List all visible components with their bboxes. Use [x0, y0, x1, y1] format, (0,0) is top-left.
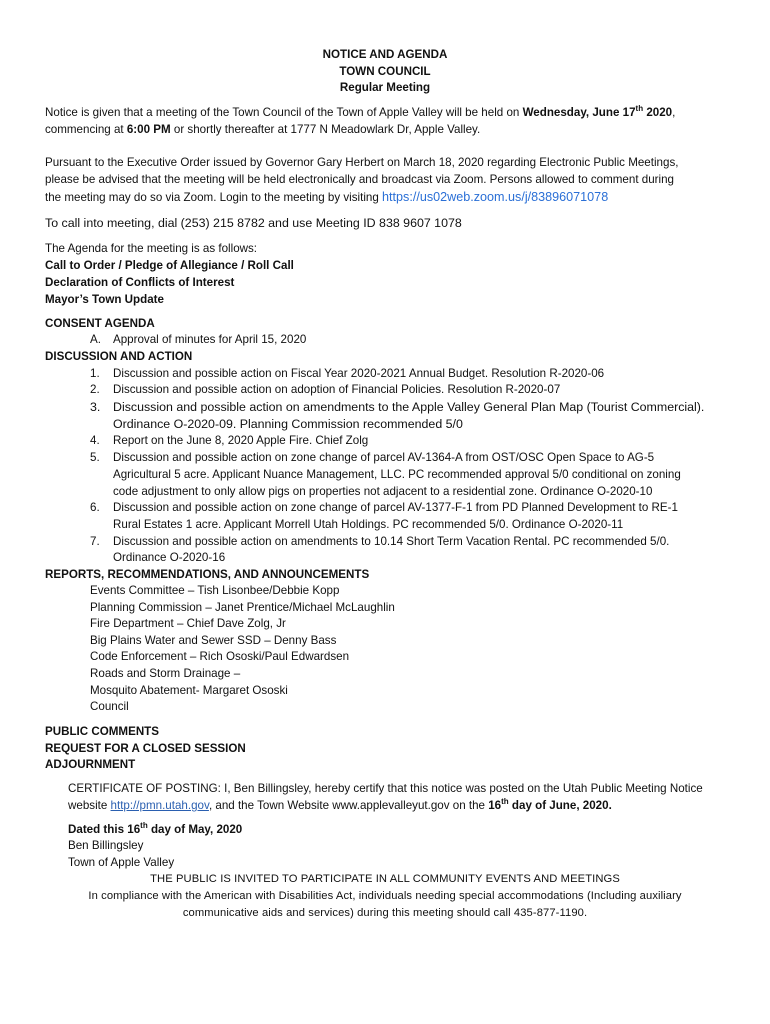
- zoom-meeting-link[interactable]: https://us02web.zoom.us/j/83896071078: [382, 190, 609, 204]
- report-item: Fire Department – Chief Dave Zolg, Jr: [90, 617, 286, 630]
- discussion-item-text: Discussion and possible action on adoption of Financial Policies. Resolution R-2020-07: [113, 383, 561, 396]
- discussion-item-number: 2.: [90, 383, 100, 396]
- meeting-date-year: 2020: [643, 106, 673, 119]
- discussion-item-text: Report on the June 8, 2020 Apple Fire. Chief Zolg: [113, 434, 369, 447]
- signer-organization: Town of Apple Valley: [68, 856, 175, 869]
- certificate-line-2: [68, 798, 612, 815]
- header-title: NOTICE AND AGENDA: [322, 48, 448, 61]
- discussion-item-text: Discussion and possible action on Fiscal Year 2020-2021 Annual Budget. Resolution R-2020-06: [113, 367, 605, 380]
- dated-day: Dated this 16: [68, 823, 141, 836]
- meeting-date-sup: th: [635, 104, 644, 114]
- consent-heading: CONSENT AGENDA: [45, 317, 155, 330]
- discussion-item-text: Discussion and possible action on amendments to 10.14 Short Term Vacation Rental. PC recommended 5/0.: [113, 535, 670, 548]
- executive-line-3: [45, 189, 608, 207]
- reports-heading: REPORTS, RECOMMENDATIONS, AND ANNOUNCEMENTS: [45, 568, 370, 581]
- discussion-item-text: Discussion and possible action on amendments to the Apple Valley General Plan Map (Tourist Commercial).: [113, 400, 705, 414]
- report-item: Roads and Storm Drainage –: [90, 667, 241, 680]
- executive-line-2: please be advised that the meeting will be held electronically and broadcast via Zoom. Persons allowed to comment during: [45, 173, 674, 186]
- opening-item: Call to Order / Pledge of Allegiance / Roll Call: [45, 259, 294, 272]
- report-item: Mosquito Abatement- Margaret Ososki: [90, 684, 288, 697]
- consent-item-marker: A.: [90, 333, 101, 346]
- report-item: Planning Commission – Janet Prentice/Michael McLaughlin: [90, 601, 395, 614]
- consent-item: Approval of minutes for April 15, 2020: [113, 333, 307, 346]
- report-item: Council: [90, 700, 129, 713]
- discussion-item-text: Agricultural 5 acre. Applicant Nuance Management, LLC. PC recommended approval 5/0 conditional on zoning: [113, 468, 681, 481]
- notice-line-2: [45, 122, 480, 139]
- discussion-item-number: 4.: [90, 434, 100, 447]
- executive-login-text: the meeting may do so via Zoom. Login to the meeting by visiting: [45, 191, 383, 204]
- call-in-info: To call into meeting, dial (253) 215 8782 and use Meeting ID 838 9607 1078: [45, 216, 462, 230]
- certificate-line-1: CERTIFICATE OF POSTING: I, Ben Billingsley, hereby certify that this notice was posted on the Utah Public Meeting Notice: [68, 782, 703, 795]
- certificate-town-website: , and the Town Website www.applevalleyut.gov on the: [208, 799, 489, 812]
- signer-name: Ben Billingsley: [68, 839, 144, 852]
- posting-month-year: day of June, 2020.: [508, 799, 612, 812]
- notice-comma: ,: [672, 106, 676, 119]
- dated-line: [68, 822, 242, 839]
- closing-item: ADJOURNMENT: [45, 758, 136, 771]
- certificate-website-label: website: [68, 799, 111, 812]
- closing-item: REQUEST FOR A CLOSED SESSION: [45, 742, 246, 755]
- posting-date: [488, 799, 612, 812]
- discussion-item-number: 7.: [90, 535, 100, 548]
- pmn-link[interactable]: http://pmn.utah.gov: [110, 799, 209, 812]
- notice-prefix: Notice is given that a meeting of the Town Council of the Town of Apple Valley will be held on: [45, 106, 523, 119]
- meeting-date-main: Wednesday, June 17: [522, 106, 636, 119]
- meeting-date: [522, 104, 676, 119]
- discussion-heading: DISCUSSION AND ACTION: [45, 350, 193, 363]
- notice-line-1: [45, 105, 675, 122]
- discussion-item-number: 1.: [90, 367, 100, 380]
- posting-day: 16: [488, 799, 502, 812]
- discussion-item-number: 3.: [90, 400, 101, 414]
- discussion-item-number: 6.: [90, 501, 100, 514]
- footer-ada-line-1: In compliance with the American with Disabilities Act, individuals needing special accommodations (Including auxiliary: [88, 890, 682, 902]
- header-body: TOWN COUNCIL: [339, 65, 431, 78]
- agenda-intro: The Agenda for the meeting is as follows:: [45, 242, 258, 255]
- opening-item: Mayor’s Town Update: [45, 293, 164, 306]
- executive-line-1: Pursuant to the Executive Order issued by Governor Gary Herbert on March 18, 2020 regarding Electronic Public Meetings,: [45, 156, 679, 169]
- meeting-time: 6:00 PM: [126, 123, 171, 136]
- report-item: Events Committee – Tish Lisonbee/Debbie Kopp: [90, 584, 340, 597]
- meeting-location: or shortly thereafter at 1777 N Meadowlark Dr, Apple Valley.: [170, 123, 481, 136]
- discussion-item-text: code adjustment to only allow pigs on properties not adjacent to a residential zone. Ordinance O-2020-10: [113, 485, 653, 498]
- dated-month-year: day of May, 2020: [147, 823, 243, 836]
- discussion-item-text: Rural Estates 1 acre. Applicant Morrell Utah Holdings. PC recommended 5/0. Ordinance O-2020-11: [113, 518, 624, 531]
- closing-item: PUBLIC COMMENTS: [45, 725, 160, 738]
- discussion-item-text: Ordinance O-2020-09. Planning Commission recommended 5/0: [113, 417, 463, 431]
- footer-ada-line-2: communicative aids and services) during this meeting should call 435-877-1190.: [182, 907, 588, 919]
- report-item: Code Enforcement – Rich Ososki/Paul Edwardsen: [90, 650, 350, 663]
- discussion-item-text: Discussion and possible action on zone change of parcel AV-1377-F-1 from PD Planned Development to RE-1: [113, 501, 678, 514]
- header-meeting-type: Regular Meeting: [339, 81, 431, 94]
- report-item: Big Plains Water and Sewer SSD – Denny Bass: [90, 634, 337, 647]
- discussion-item-text: Discussion and possible action on zone change of parcel AV-1364-A from OST/OSC Open Space to AG-5: [113, 451, 655, 464]
- discussion-item-text: Ordinance O-2020-16: [113, 551, 226, 564]
- dated-day-sup: th: [140, 821, 148, 831]
- discussion-item-number: 5.: [90, 451, 100, 464]
- notice-commencing: commencing at: [45, 123, 127, 136]
- footer-invitation: THE PUBLIC IS INVITED TO PARTICIPATE IN ALL COMMUNITY EVENTS AND MEETINGS: [150, 873, 620, 885]
- opening-item: Declaration of Conflicts of Interest: [45, 276, 235, 289]
- posting-day-sup: th: [501, 797, 509, 807]
